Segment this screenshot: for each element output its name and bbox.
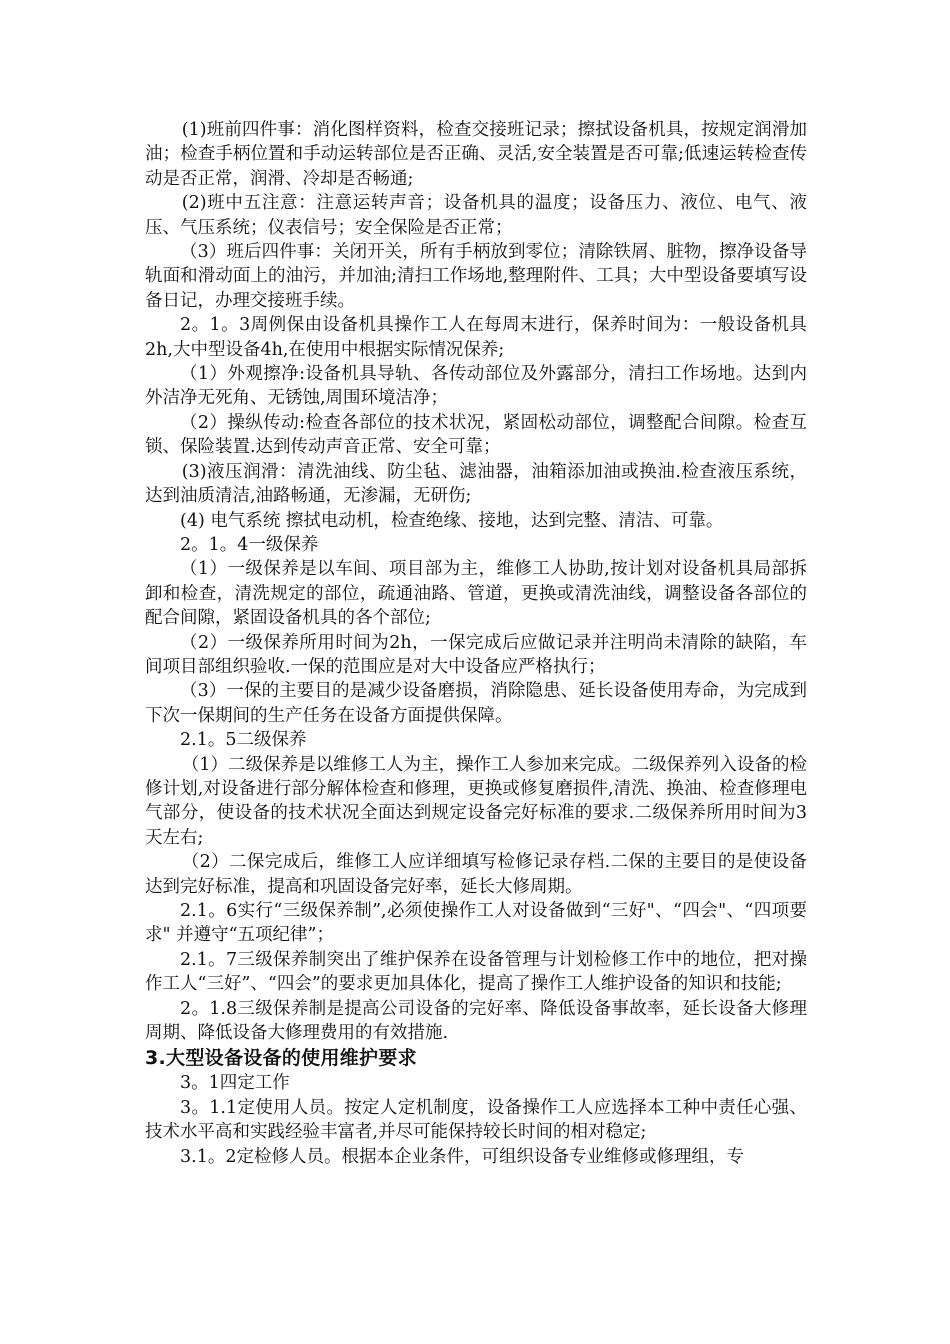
- paragraph-2-1-6-three-level-system: 2.1。6实行“三级保养制”,必须使操作工人对设备做到“三好"、“四会"、“四项要求" 并遵守“五项纪律”；: [145, 901, 807, 946]
- paragraph-2-1-7-three-level-importance: 2.1。7三级保养制突出了维护保养在设备管理与计划检修工作中的地位，把对操作工人“三好”、“四会”的要求更加具体化，提高了操作工人维护设备的知识和技能;: [145, 949, 807, 995]
- paragraph-3-1-2-fixed-repair-staff: 3.1。2定检修人员。根据本企业条件，可组织设备专业维修或修理组，专: [180, 1146, 744, 1167]
- paragraph-pre-shift-four-tasks: (1)班前四件事：消化图样资料，检查交接班记录；擦拭设备机具，按规定润滑加油；检查手柄位置和手动运转部位是否正确、灵活,安全装置是否可靠;低速运转检查传动是否正常，润滑、冷却是否畅通;: [145, 120, 807, 189]
- section-heading-3: 3.大型设备设备的使用维护要求: [145, 1047, 417, 1070]
- paragraph-first-level-purpose: （3）一保的主要目的是减少设备磨损，消除隐患、延长设备使用寿命，为完成到下次一保期间的生产任务在设备方面提供保障。: [145, 681, 807, 726]
- subheading-3-1-four-fixed-work: 3。1四定工作: [180, 1073, 290, 1094]
- paragraph-hydraulic-lubrication: (3)液压润滑：清洗油线、防尘毡、滤油器，油箱添加油或换油.检查液压系统，达到油质清洁,油路畅通，无渗漏，无研伤;: [145, 461, 807, 507]
- paragraph-post-shift-four-tasks: （3）班后四件事：关闭开关，所有手柄放到零位；清除铁屑、脏物，擦净设备导轨面和滑动面上的油污，并加油;清扫工作场地,整理附件、工具；大中型设备要填写设备日记，办理交接班手续。: [145, 242, 807, 311]
- paragraph-second-level-records: （2）二保完成后，维修工人应详细填写检修记录存档.二保的主要目的是使设备达到完好标准，提高和巩固设备完好率，延长大修周期。: [145, 852, 807, 897]
- paragraph-first-level-scope: （1）一级保养是以车间、项目部为主，维修工人协助,按计划对设备机具局部拆卸和检查，清洗规定的部位，疏通油路、管道，更换或清洗油线，调整设备各部位的配合间隙，紧固设备机具的各个部位;: [145, 559, 807, 629]
- paragraph-second-level-scope: （1）二级保养是以维修工人为主，操作工人参加来完成。二级保养列入设备的检修计划,对设备进行部分解体检查和修理，更换或修复磨损件,清洗、换油、检查修理电气部分，使设备的技术状况全面达到规定设备完好标准的要求.二级保养所用时间为3天左右;: [145, 754, 807, 848]
- paragraph-2-1-3-weekly-maintenance: 2。1。3周例保由设备机具操作工人在每周末进行，保养时间为：一般设备机具2h,大中型设备4h,在使用中根据实际情况保养;: [145, 315, 807, 360]
- paragraph-control-transmission: （2）操纵传动:检查各部位的技术状况，紧固松动部位，调整配合间隙。检查互锁、保险装置.达到传动声音正常、安全可靠；: [145, 412, 807, 458]
- paragraph-3-1-1-fixed-operators: 3。1.1定使用人员。按定人定机制度，设备操作工人应选择本工种中责任心强、技术水平高和实践经验丰富者,并尽可能保持较长时间的相对稳定;: [145, 1097, 807, 1143]
- document-page: [145, 118, 807, 1169]
- paragraph-in-shift-five-cautions: (2)班中五注意：注意运转声音；设备机具的温度；设备压力、液位、电气、液压、气压系统；仪表信号；安全保险是否正常；: [145, 193, 807, 238]
- subheading-2-1-5-second-level: 2.1。5二级保养: [180, 730, 307, 751]
- paragraph-exterior-cleaning: （1）外观擦净:设备机具导轨、各传动部位及外露部分，清扫工作场地。达到内外洁净无死角、无锈蚀,周围环境洁净；: [145, 364, 807, 409]
- paragraph-first-level-time: （2）一级保养所用时间为2h，一保完成后应做记录并注明尚未清除的缺陷，车间项目部组织验收.一保的范围应是对大中设备应严格执行；: [145, 632, 807, 677]
- paragraph-2-1-8-three-level-benefits: 2。1.8三级保养制是提高公司设备的完好率、降低设备事故率，延长设备大修理周期、降低设备大修理费用的有效措施.: [145, 998, 807, 1044]
- paragraph-electrical-system: (4) 电气系统 擦拭电动机，检查绝缘、接地，达到完整、清洁、可靠。: [180, 510, 724, 531]
- subheading-2-1-4-first-level: 2。1。4一级保养: [180, 534, 319, 555]
